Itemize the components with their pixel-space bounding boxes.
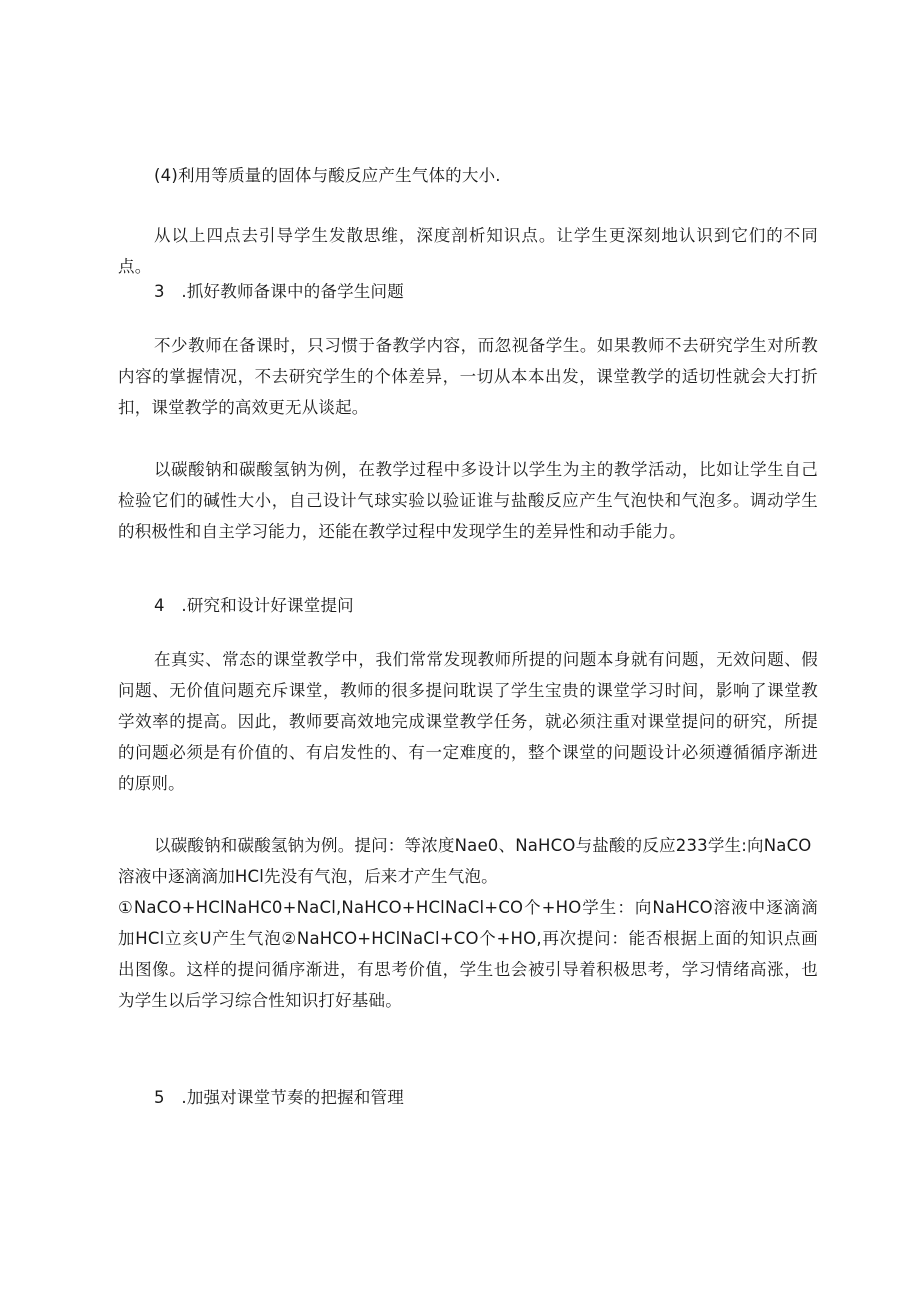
section-heading-3: 3 .抓好教师备课中的备学生问题 <box>154 282 404 301</box>
paragraph-lesson-prep: 不少教师在备课时，只习惯于备教学内容，而忽视备学生。如果教师不去研究学生对所教内容的掌握情况，不去研究学生的个体差异，一切从本本出发，课堂教学的适切性就会大打折扣，课堂教学的高效更无从谈起。 <box>118 336 818 417</box>
section-heading-5: 5 .加强对课堂节奏的把握和管理 <box>154 1088 404 1107</box>
list-item-4: (4)利用等质量的固体与酸反应产生气体的大小. <box>154 166 501 185</box>
question-example-line-1: 以碳酸钠和碳酸氢钠为例。提问：等浓度Nae0、NaHCO与盐酸的反应233学生:向NaCO <box>154 836 812 855</box>
section-heading-4: 4 .研究和设计好课堂提问 <box>154 596 354 615</box>
summary-paragraph: 从以上四点去引导学生发散思维，深度剖析知识点。让学生更深刻地认识到它们的不同点。 <box>118 226 818 276</box>
paragraph-question-example <box>118 830 818 1016</box>
question-example-line-2: 溶液中逐滴滴加HCl先没有气泡，后来才产生气泡。 <box>118 867 498 886</box>
question-example-reactions: ①NaCO+HClNaHC0+NaCl,NaHCO+HClNaCl+CO个+HO学生：向NaHCO溶液中逐滴滴加HCl立亥U产生气泡②NaHCO+HClNaCl+CO个+HO,再次提问：能否根据上面的知识点画出图像。这样的提问循序渐进，有思考价值，学生也会被引导着积极思考，学习情绪高涨，也为学生以后学习综合性知识打好基础。 <box>118 898 818 1010</box>
paragraph-classroom-questions: 在真实、常态的课堂教学中，我们常常发现教师所提的问题本身就有问题，无效问题、假问题、无价值问题充斥课堂，教师的很多提问耽误了学生宝贵的课堂学习时间，影响了课堂教学效率的提高。因此，教师要高效地完成课堂教学任务，就必须注重对课堂提问的研究，所提的问题必须是有价值的、有启发性的、有一定难度的，整个课堂的问题设计必须遵循循序渐进的原则。 <box>118 650 818 793</box>
paragraph-sodium-carbonate-example: 以碳酸钠和碳酸氢钠为例，在教学过程中多设计以学生为主的教学活动，比如让学生自己检验它们的碱性大小，自己设计气球实验以验证谁与盐酸反应产生气泡快和气泡多。调动学生的积极性和自主学习能力，还能在教学过程中发现学生的差异性和动手能力。 <box>118 460 818 541</box>
